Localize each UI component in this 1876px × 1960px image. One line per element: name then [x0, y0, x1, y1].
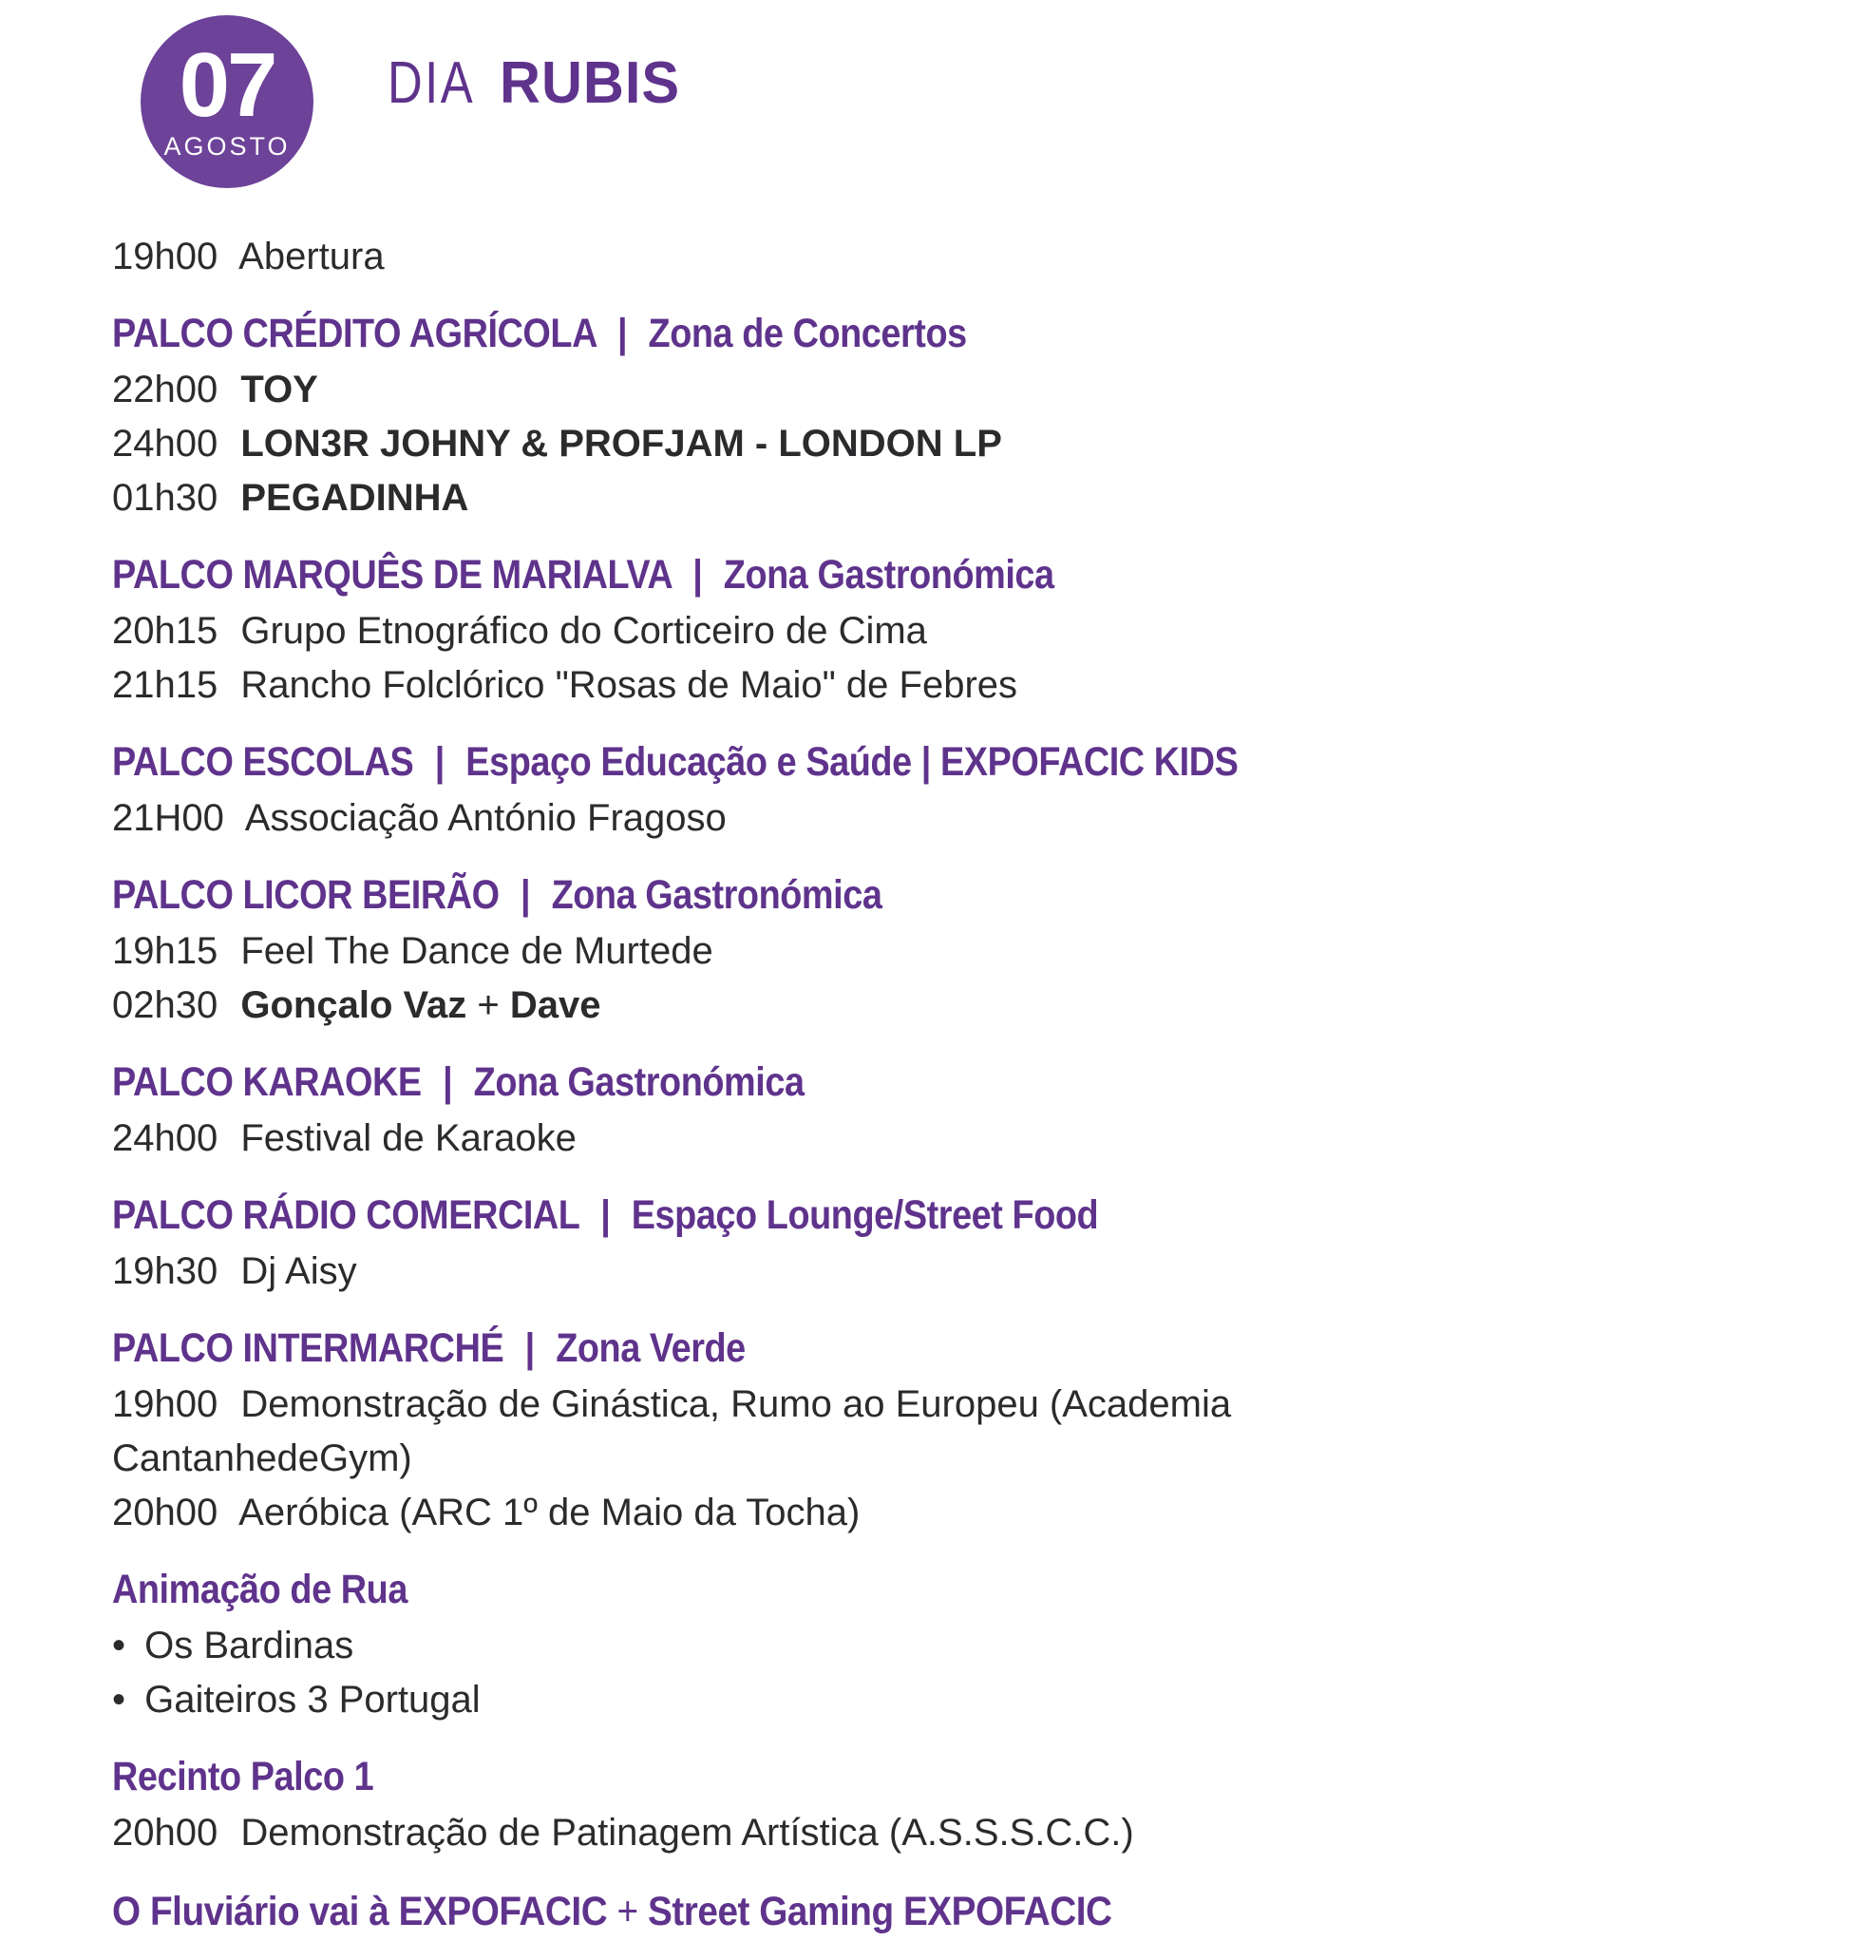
section-heading	[112, 548, 1299, 602]
event-time: 24h00	[112, 1117, 218, 1159]
bullet-icon: •	[112, 1679, 126, 1721]
event-time: 20h00	[112, 1492, 218, 1533]
stage-name: Recinto Palco 1	[112, 1754, 374, 1799]
event-time: 22h00	[112, 369, 218, 410]
zone-name: Zona Verde	[556, 1325, 746, 1371]
date-badge	[141, 15, 313, 188]
footer-part: Street Gaming EXPOFACIC	[647, 1889, 1112, 1934]
event-name-part: Demonstração de Patinagem Artística (A.S.S.S.C.C.)	[240, 1812, 1134, 1854]
event-name-part: Feel The Dance de Murtede	[240, 930, 713, 972]
section-items	[112, 1378, 1461, 1540]
event-name-part: Dave	[509, 984, 601, 1026]
zone-name: Zona Gastronómica	[473, 1059, 805, 1105]
event-name-part: Abertura	[238, 236, 385, 277]
schedule-item	[112, 791, 1461, 846]
section-heading	[112, 1750, 1299, 1804]
stage-name: PALCO RÁDIO COMERCIAL	[112, 1192, 579, 1238]
schedule-item	[112, 471, 1461, 525]
badge-month-label: AGOSTO	[163, 132, 291, 162]
section-heading	[112, 1189, 1299, 1243]
schedule-section	[112, 307, 1461, 525]
stage-name: PALCO CRÉDITO AGRÍCOLA	[112, 311, 597, 356]
zone-name: Zona de Concertos	[648, 311, 967, 356]
event-time: 24h00	[112, 423, 218, 465]
section-items	[112, 1619, 1461, 1727]
schedule-item	[112, 604, 1461, 658]
heading-separator: |	[443, 1059, 453, 1105]
bullet-icon: •	[112, 1625, 126, 1666]
schedule-section	[112, 1189, 1461, 1299]
event-time: 01h30	[112, 477, 218, 519]
section-heading	[112, 307, 1299, 361]
heading-separator: |	[600, 1192, 611, 1238]
schedule-section	[112, 548, 1461, 713]
event-name-part: LON3R JOHNY & PROFJAM - LONDON LP	[240, 423, 1002, 465]
section-items	[112, 604, 1461, 713]
schedule-item	[112, 924, 1461, 979]
event-time: 02h30	[112, 984, 218, 1026]
schedule-item	[112, 1806, 1461, 1860]
event-name-part: +	[466, 984, 510, 1026]
schedule-item	[112, 1619, 1461, 1673]
footer-part: +	[607, 1889, 648, 1934]
event-time: 21h15	[112, 664, 218, 706]
event-name-part: Dj Aisy	[240, 1250, 357, 1292]
schedule-item	[112, 1673, 1461, 1727]
heading-separator: |	[524, 1325, 535, 1371]
stage-name: PALCO MARQUÊS DE MARIALVA	[112, 552, 672, 598]
stage-name: PALCO ESCOLAS	[112, 739, 414, 785]
schedule-section	[112, 1563, 1461, 1727]
zone-name: Zona Gastronómica	[551, 872, 882, 918]
title-prefix: DIA	[388, 49, 476, 116]
schedule-section	[112, 735, 1461, 846]
section-heading	[112, 1563, 1299, 1617]
event-time: 19h00	[112, 1383, 218, 1425]
event-time: 20h15	[112, 610, 218, 652]
schedule-item	[112, 658, 1461, 713]
schedule-section	[112, 230, 1461, 284]
schedule-item	[112, 1378, 1461, 1486]
schedule-section	[112, 1750, 1461, 1860]
schedule-item	[112, 1245, 1461, 1299]
event-name-part: TOY	[240, 369, 318, 410]
event-name-part: Demonstração de Ginástica, Rumo ao Europeu (Academia CantanhedeGym)	[112, 1383, 1232, 1479]
event-name-part: Grupo Etnográfico do Corticeiro de Cima	[240, 610, 927, 652]
schedule-section	[112, 1322, 1461, 1540]
footer-part: O Fluviário vai à EXPOFACIC	[112, 1889, 608, 1934]
schedule-item	[112, 1112, 1461, 1166]
section-heading	[112, 1322, 1299, 1376]
footer-highlight-line	[112, 1885, 1326, 1939]
section-items	[112, 1806, 1461, 1860]
zone-name: Espaço Lounge/Street Food	[631, 1192, 1099, 1238]
page-header	[0, 0, 1876, 188]
badge-day-number: 07	[179, 33, 275, 136]
schedule	[0, 188, 1461, 1939]
page-title	[388, 49, 688, 117]
section-items	[112, 791, 1461, 846]
event-time: 20h00	[112, 1812, 218, 1854]
stage-name: Animação de Rua	[112, 1567, 407, 1612]
event-name-part: Gaiteiros 3 Portugal	[144, 1679, 481, 1721]
schedule-item	[112, 363, 1461, 417]
event-name-part: Associação António Fragoso	[244, 797, 727, 839]
section-items	[112, 924, 1461, 1033]
schedule-section	[112, 1056, 1461, 1166]
section-heading	[112, 868, 1299, 923]
event-name-part: Os Bardinas	[144, 1625, 354, 1666]
heading-separator: |	[521, 872, 531, 918]
section-items	[112, 1245, 1461, 1299]
event-time: 19h15	[112, 930, 218, 972]
event-name-part: Gonçalo Vaz	[240, 984, 467, 1026]
event-name-part: Festival de Karaoke	[240, 1117, 577, 1159]
schedule-item	[112, 1486, 1461, 1540]
section-heading	[112, 1056, 1299, 1110]
event-name-part: PEGADINHA	[240, 477, 469, 519]
title-day-name: RUBIS	[499, 49, 680, 116]
zone-name: Zona Gastronómica	[723, 552, 1054, 598]
stage-name: PALCO LICOR BEIRÃO	[112, 872, 500, 918]
event-name-part: Aeróbica (ARC 1º de Maio da Tocha)	[238, 1492, 861, 1533]
schedule-item	[112, 979, 1461, 1033]
heading-separator: |	[434, 739, 445, 785]
schedule-section	[112, 868, 1461, 1033]
stage-name: PALCO KARAOKE	[112, 1059, 422, 1105]
event-time: 19h00	[112, 236, 218, 277]
event-time: 21H00	[112, 797, 224, 839]
stage-name: PALCO INTERMARCHÉ	[112, 1325, 504, 1371]
section-items	[112, 363, 1461, 525]
section-items	[112, 1112, 1461, 1166]
zone-name: Espaço Educação e Saúde | EXPOFACIC KIDS	[465, 739, 1239, 785]
event-name-part: Rancho Folclórico "Rosas de Maio" de Febres	[240, 664, 1018, 706]
heading-separator: |	[616, 311, 628, 356]
section-heading	[112, 735, 1299, 790]
section-items	[112, 230, 1461, 284]
schedule-item	[112, 417, 1461, 471]
schedule-item	[112, 230, 1461, 284]
heading-separator: |	[692, 552, 703, 598]
event-time: 19h30	[112, 1250, 218, 1292]
